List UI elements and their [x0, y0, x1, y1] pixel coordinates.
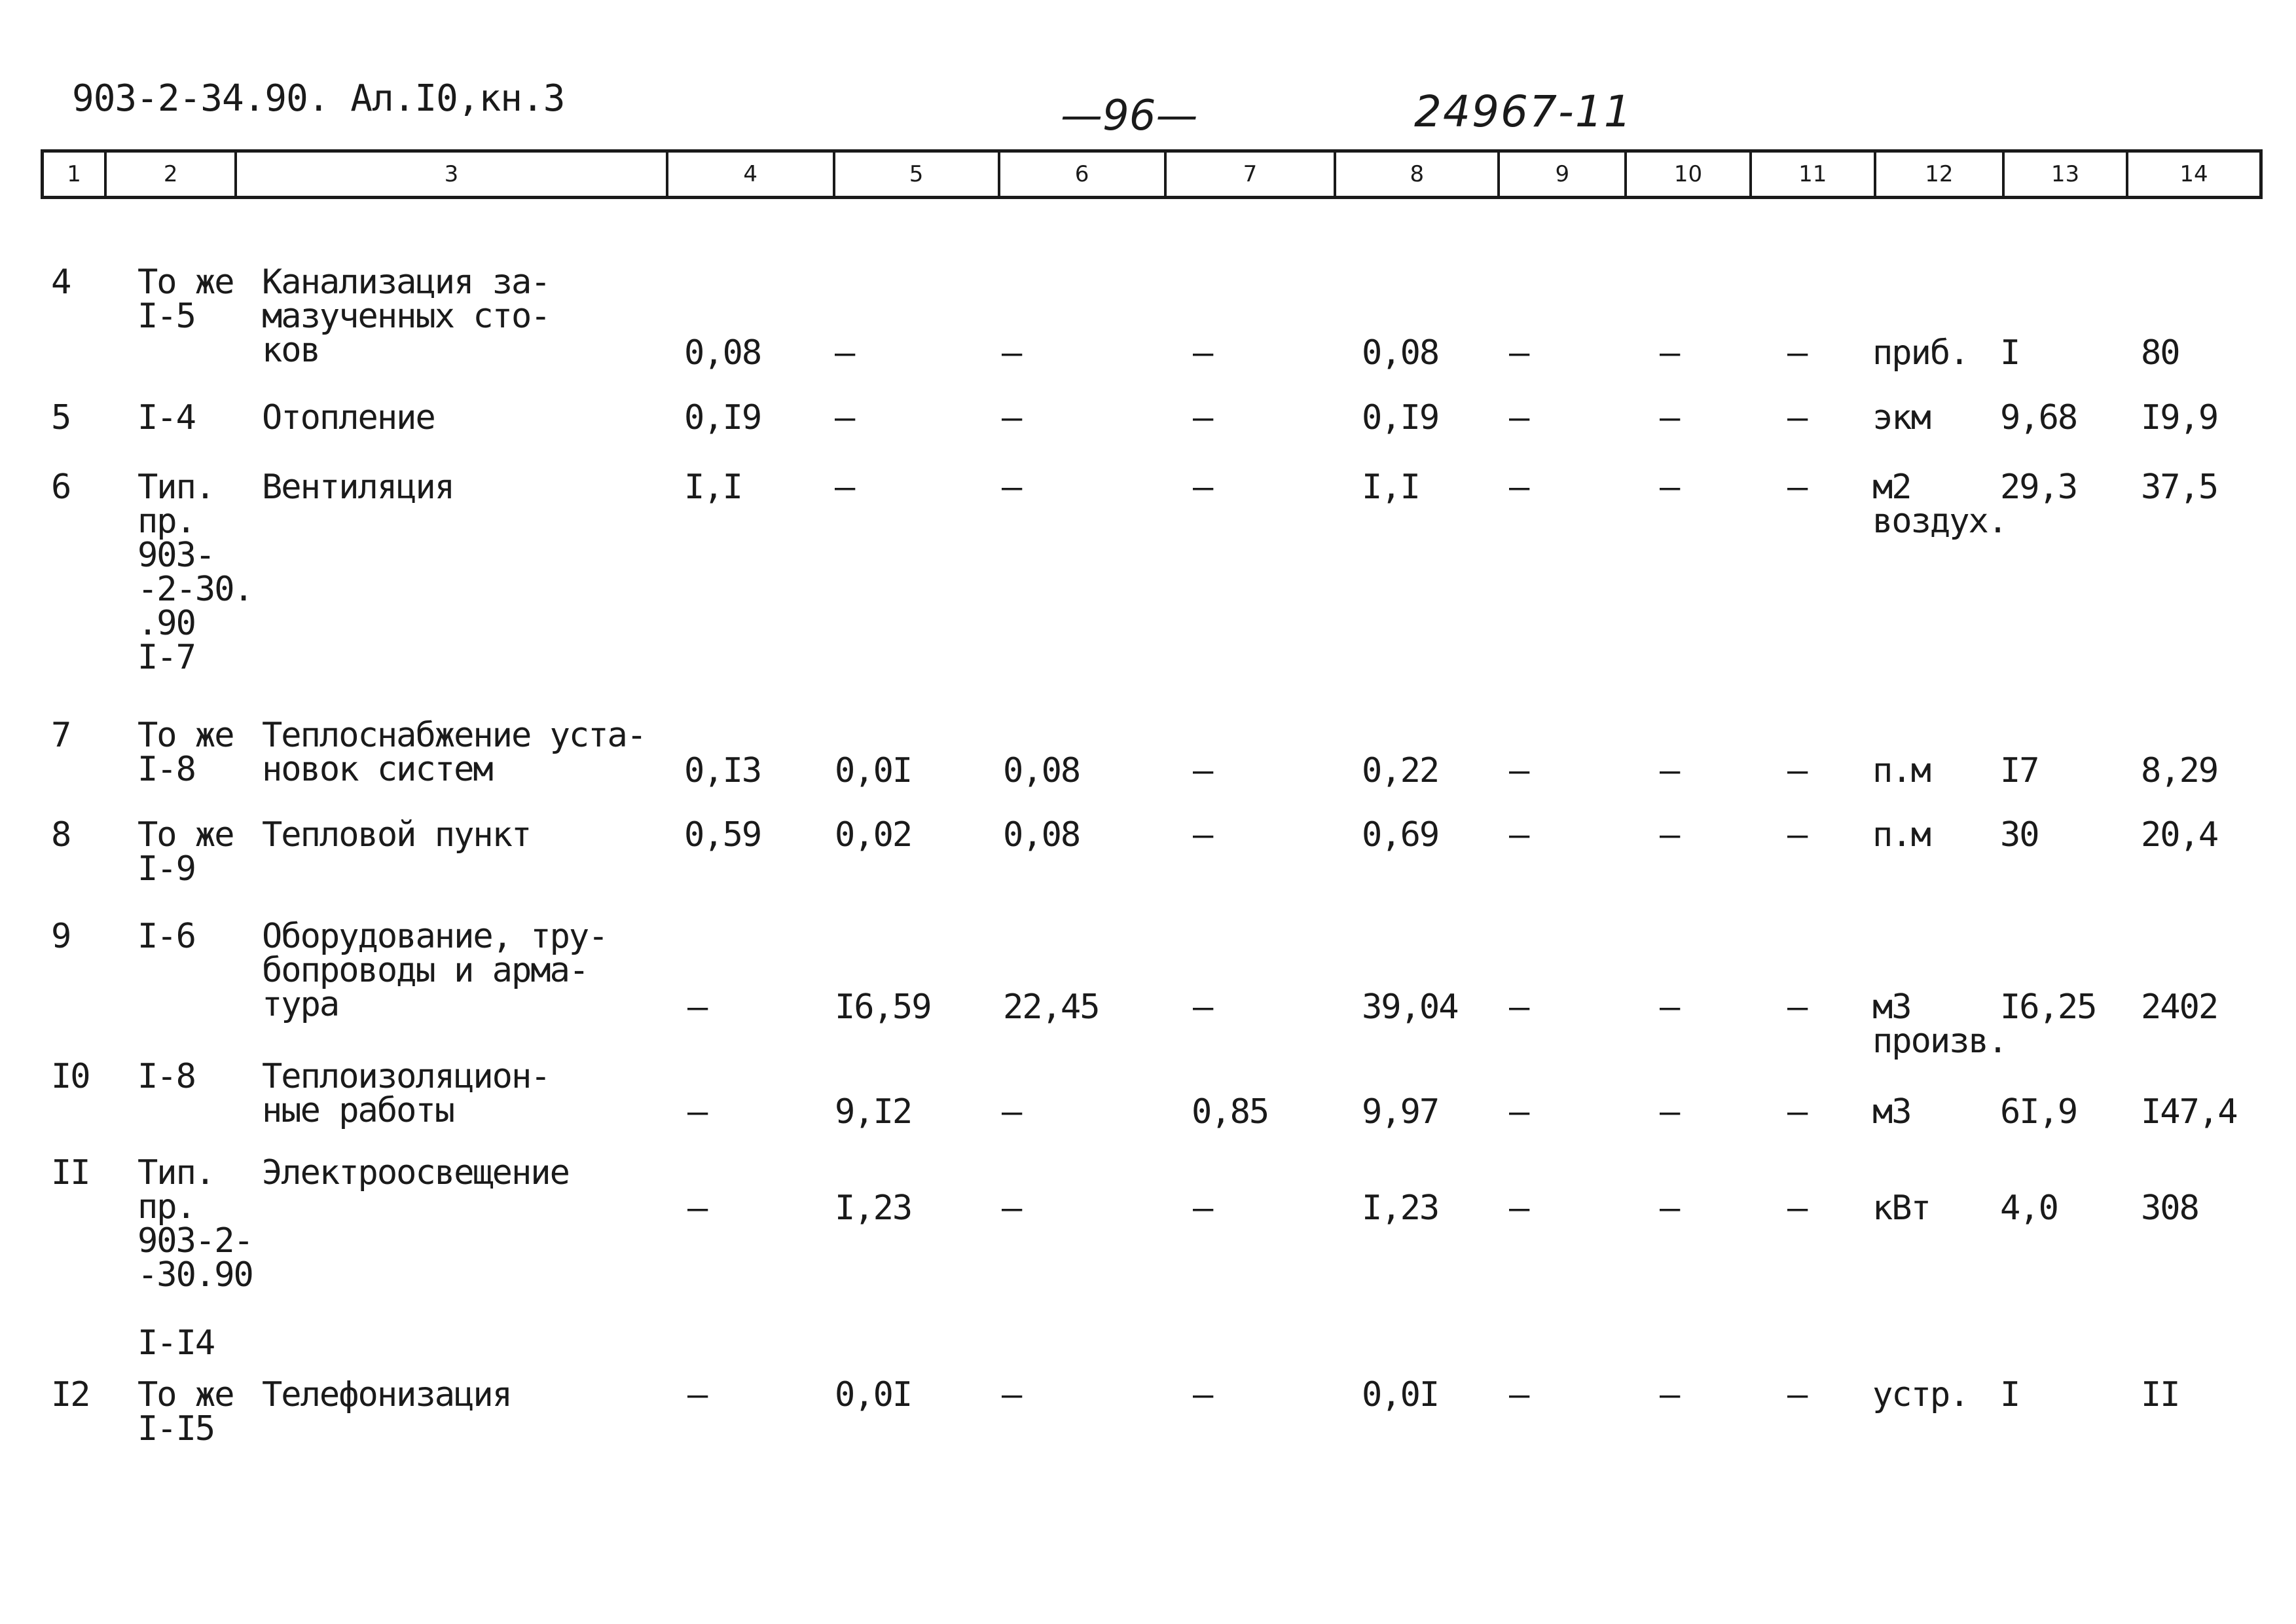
cell-col-4: 0,08	[684, 333, 761, 373]
cell-col-11: –	[1787, 751, 1807, 790]
cell-col-13: I7	[2000, 751, 2039, 790]
row-reference: I-8	[137, 1057, 195, 1096]
cell-col-7: –	[1193, 468, 1212, 507]
cell-col-11: –	[1787, 398, 1807, 437]
cell-col-7: –	[1193, 987, 1212, 1027]
cell-col-13: 4,0	[2000, 1189, 2058, 1228]
cell-col-5: 0,0I	[835, 1375, 912, 1414]
cell-col-4: –	[687, 987, 707, 1027]
cell-col-13: I	[2000, 333, 2020, 373]
cell-col-6: –	[1002, 333, 1021, 373]
cell-col-14: 2402	[2141, 987, 2218, 1027]
cell-col-14: 80	[2141, 333, 2179, 373]
cell-col-6: –	[1002, 1375, 1021, 1414]
cell-col-9: –	[1509, 468, 1529, 507]
column-number-11: 11	[1752, 153, 1876, 196]
cell-col-14: 308	[2141, 1189, 2198, 1228]
row-number: 6	[51, 468, 71, 507]
column-number-14: 14	[2179, 161, 2208, 187]
cell-col-4: I,I	[684, 468, 742, 507]
cell-col-4: 0,I9	[684, 398, 761, 437]
cell-col-8: I,I	[1362, 468, 1419, 507]
row-unit: м3	[1872, 1092, 1911, 1132]
row-number: 9	[51, 917, 71, 956]
column-number-7: 7	[1167, 153, 1337, 196]
cell-col-13: I	[2000, 1375, 2020, 1414]
cell-col-13: 29,3	[2000, 468, 2077, 507]
row-unit: м3 произв.	[1872, 987, 2007, 1061]
cell-col-10: –	[1660, 987, 1679, 1027]
cell-col-9: –	[1509, 1375, 1529, 1414]
row-work-name: Оборудование, тру- бопроводы и арма- тура	[262, 917, 608, 1024]
cell-col-13: 9,68	[2000, 398, 2077, 437]
cell-col-13: 30	[2000, 815, 2039, 855]
cell-col-14: 8,29	[2141, 751, 2218, 790]
row-number: 7	[51, 716, 71, 755]
cell-col-11: –	[1787, 1189, 1807, 1228]
cell-col-6: 0,08	[1003, 751, 1080, 790]
row-unit: кВт	[1872, 1189, 1930, 1228]
column-number-10: 10	[1627, 153, 1751, 196]
cell-col-14: I9,9	[2141, 398, 2218, 437]
cell-col-11: –	[1787, 987, 1807, 1027]
cell-col-6: –	[1002, 1092, 1021, 1132]
cell-col-5: I6,59	[835, 987, 931, 1027]
cell-col-6: –	[1002, 1189, 1021, 1228]
cell-col-10: –	[1660, 398, 1679, 437]
cell-col-7: –	[1193, 398, 1212, 437]
row-unit: п.м	[1872, 751, 1930, 790]
cell-col-7: 0,85	[1192, 1092, 1269, 1132]
page-number: —96—	[1061, 92, 1198, 140]
row-work-name: Отопление	[262, 398, 435, 437]
row-number: 8	[51, 815, 71, 855]
cell-col-14: 37,5	[2141, 468, 2218, 507]
column-number-8: 8	[1336, 153, 1500, 196]
cell-col-4: 0,I3	[684, 751, 761, 790]
cell-col-7: –	[1193, 333, 1212, 373]
document-code: 903-2-34.90. Ал.I0,кн.3	[72, 77, 565, 120]
cell-col-11: –	[1787, 815, 1807, 855]
column-number-6: 6	[1000, 153, 1167, 196]
cell-col-6: –	[1002, 468, 1021, 507]
cell-col-5: –	[835, 333, 854, 373]
cell-col-5: I,23	[835, 1189, 912, 1228]
row-reference: То же I-8	[137, 716, 234, 789]
column-number-13: 13	[2005, 153, 2128, 196]
cell-col-4: 0,59	[684, 815, 761, 855]
cell-col-4: –	[687, 1092, 707, 1132]
column-number-4: 4	[668, 153, 835, 196]
row-unit: п.м	[1872, 815, 1930, 855]
row-unit: устр.	[1872, 1375, 1969, 1414]
cell-col-4: –	[687, 1375, 707, 1414]
row-reference: То же I-5	[137, 263, 234, 336]
cell-col-9: –	[1509, 333, 1529, 373]
row-number: II	[51, 1153, 90, 1192]
cell-col-10: –	[1660, 815, 1679, 855]
cell-col-5: –	[835, 398, 854, 437]
column-number-1: 1	[44, 153, 107, 196]
cell-col-10: –	[1660, 1189, 1679, 1228]
column-number-5: 5	[835, 153, 1000, 196]
cell-col-7: –	[1193, 751, 1212, 790]
cell-col-10: –	[1660, 1375, 1679, 1414]
cell-col-9: –	[1509, 1189, 1529, 1228]
cell-col-9: –	[1509, 1092, 1529, 1132]
cell-col-5: –	[835, 468, 854, 507]
cell-col-8: 39,04	[1362, 987, 1458, 1027]
row-work-name: Тепловой пункт	[262, 815, 531, 855]
cell-col-4: –	[687, 1189, 707, 1228]
row-unit: м2 воздух.	[1872, 468, 2007, 541]
cell-col-9: –	[1509, 398, 1529, 437]
row-reference: То же I-I5	[137, 1375, 234, 1449]
cell-col-8: 0,08	[1362, 333, 1439, 373]
cell-col-7: –	[1193, 1375, 1212, 1414]
row-work-name: Телефонизация	[262, 1375, 511, 1414]
cell-col-14: 20,4	[2141, 815, 2218, 855]
inventory-number: 24967-11	[1414, 86, 1633, 137]
column-number-header	[41, 149, 2263, 199]
cell-col-10: –	[1660, 751, 1679, 790]
cell-col-6: –	[1002, 398, 1021, 437]
cell-col-5: 0,0I	[835, 751, 912, 790]
cell-col-7: –	[1193, 1189, 1212, 1228]
cell-col-9: –	[1509, 987, 1529, 1027]
row-work-name: Канализация за- мазученных сто- ков	[262, 263, 550, 370]
column-number-3: 3	[237, 153, 668, 196]
cell-col-7: –	[1193, 815, 1212, 855]
cell-col-14: I47,4	[2141, 1092, 2237, 1132]
row-number: 5	[51, 398, 71, 437]
row-unit: приб.	[1872, 333, 1969, 373]
cell-col-11: –	[1787, 333, 1807, 373]
cell-col-6: 0,08	[1003, 815, 1080, 855]
row-work-name: Электроосвещение	[262, 1153, 569, 1192]
cell-col-5: 9,I2	[835, 1092, 912, 1132]
cell-col-10: –	[1660, 1092, 1679, 1132]
cell-col-8: I,23	[1362, 1189, 1439, 1228]
cell-col-5: 0,02	[835, 815, 912, 855]
cell-col-10: –	[1660, 333, 1679, 373]
row-reference: I-4	[137, 398, 195, 437]
row-number: I0	[51, 1057, 90, 1096]
cell-col-11: –	[1787, 1375, 1807, 1414]
column-number-2: 2	[107, 153, 237, 196]
row-reference: Тип. пр. 903- -2-30. .90 I-7	[137, 468, 253, 677]
row-reference: Тип. пр. 903-2- -30.90 I-I4	[137, 1153, 253, 1363]
row-number: 4	[51, 263, 71, 302]
row-work-name: Вентиляция	[262, 468, 454, 507]
cell-col-11: –	[1787, 1092, 1807, 1132]
row-number: I2	[51, 1375, 90, 1414]
row-reference: То же I-9	[137, 815, 234, 889]
row-reference: I-6	[137, 917, 195, 956]
cell-col-8: 0,69	[1362, 815, 1439, 855]
row-unit: экм	[1872, 398, 1930, 437]
cell-col-9: –	[1509, 751, 1529, 790]
row-work-name: Теплоснабжение уста- новок систем	[262, 716, 646, 789]
column-number-12: 12	[1876, 153, 2005, 196]
cell-col-8: 0,I9	[1362, 398, 1439, 437]
cell-col-11: –	[1787, 468, 1807, 507]
cell-col-13: 6I,9	[2000, 1092, 2077, 1132]
cell-col-8: 0,0I	[1362, 1375, 1439, 1414]
cell-col-8: 9,97	[1362, 1092, 1439, 1132]
cell-col-14: II	[2141, 1375, 2179, 1414]
cell-col-10: –	[1660, 468, 1679, 507]
cell-col-8: 0,22	[1362, 751, 1439, 790]
cell-col-9: –	[1509, 815, 1529, 855]
cell-col-13: I6,25	[2000, 987, 2096, 1027]
column-number-9: 9	[1500, 153, 1627, 196]
cell-col-6: 22,45	[1003, 987, 1099, 1027]
row-work-name: Теплоизоляцион- ные работы	[262, 1057, 550, 1130]
